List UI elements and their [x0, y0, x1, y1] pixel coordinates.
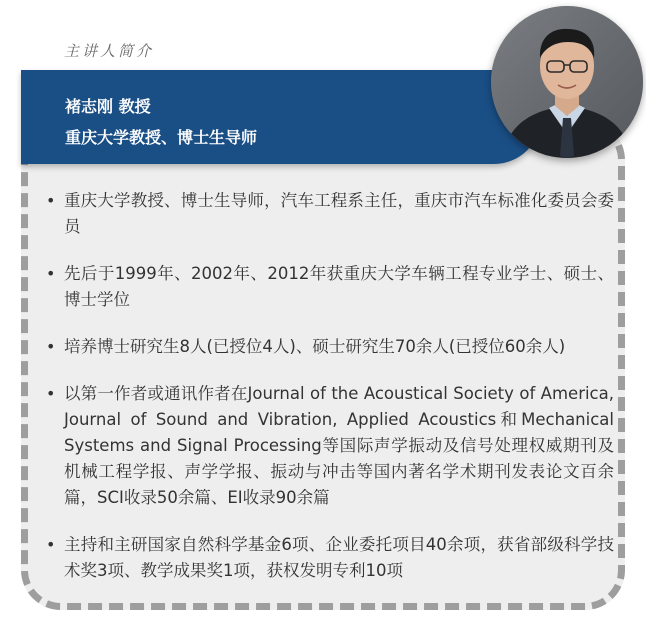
bullet-dot-icon: • [46, 384, 56, 403]
section-label: 主讲人简介 [64, 42, 155, 60]
bio-bullet [42, 334, 614, 360]
bullet-dot-icon: • [46, 535, 56, 554]
speaker-name-banner [21, 70, 541, 164]
bio-bullet [42, 532, 614, 584]
speaker-portrait [491, 6, 643, 158]
speaker-photo-icon [491, 6, 643, 158]
speaker-title: 重庆大学教授、博士生导师 [65, 128, 258, 147]
bullet-dot-icon: • [46, 264, 56, 283]
bio-bullet-list [42, 188, 614, 605]
speaker-name: 褚志刚 教授 [65, 97, 151, 116]
bio-bullet [42, 188, 614, 240]
bio-bullet-text: 重庆大学教授、博士生导师，汽车工程系主任，重庆市汽车标准化委员会委员 [64, 191, 614, 236]
bio-bullet-text: 以第一作者或通讯作者在Journal of the Acoustical Society of America, Journal of Sound and Vibration, Applied Acoustics和Mechanical Systems and Signal Processing等国际声学振动及信号处理权威期刊及机械工程学报、声学学报、振动与冲击等国内著名学术期刊发表论文百余篇，SCI收录50余篇、EI收录90余篇 [64, 384, 614, 507]
bio-bullet [42, 261, 614, 313]
bullet-dot-icon: • [46, 191, 56, 210]
bio-bullet-text: 主持和主研国家自然科学基金6项、企业委托项目40余项，获省部级科学技术奖3项、教学成果奖1项，获权发明专利10项 [64, 535, 614, 580]
bio-bullet-text: 先后于1999年、2002年、2012年获重庆大学车辆工程专业学士、硕士、博士学位 [64, 264, 614, 309]
bio-bullet-text: 培养博士研究生8人(已授位4人)、硕士研究生70余人(已授位60余人) [64, 337, 566, 356]
bio-bullet [42, 381, 614, 511]
bullet-dot-icon: • [46, 337, 56, 356]
